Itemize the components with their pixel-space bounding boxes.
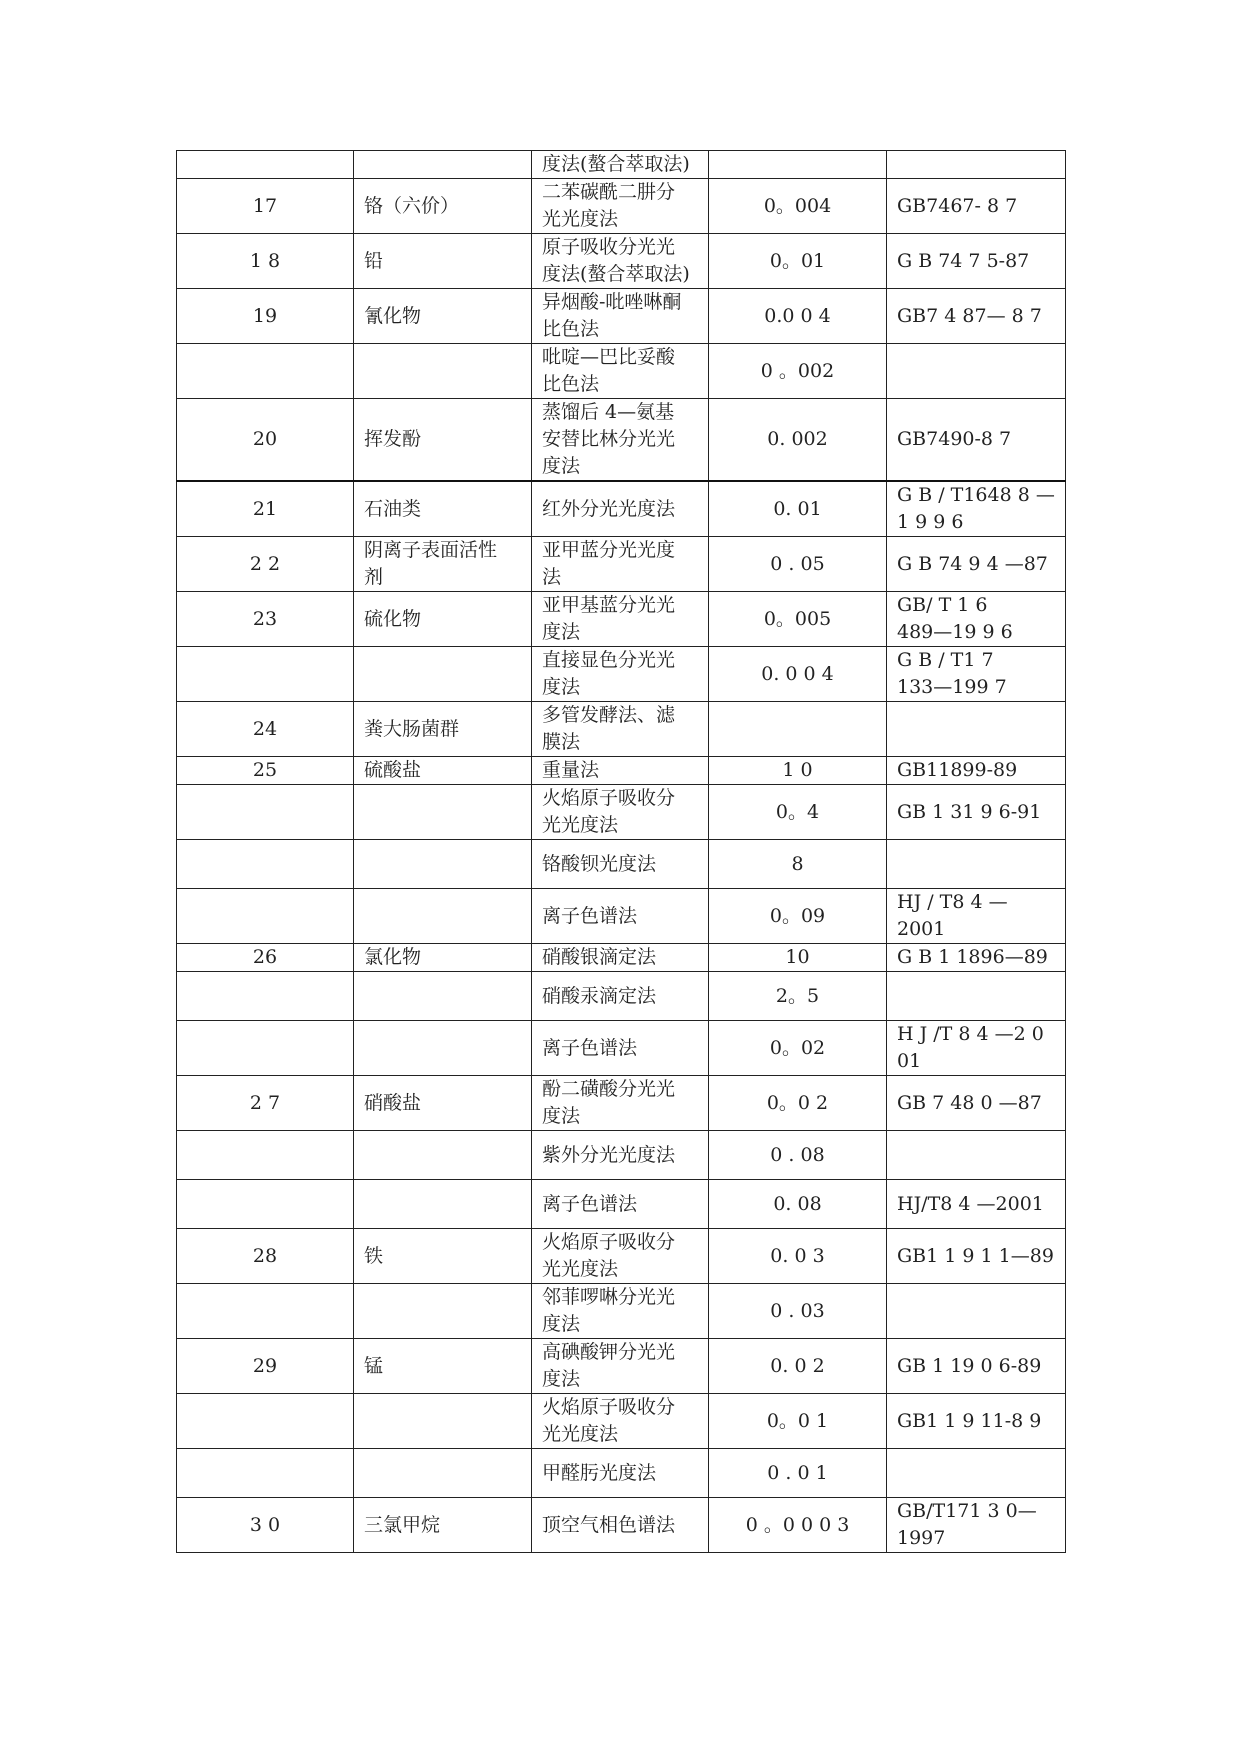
- analysis-method-cell: 直接显色分光光 度法: [532, 647, 709, 702]
- detection-limit-cell: 0。0 2: [709, 1076, 887, 1131]
- detection-limit-cell: 0. 0 3: [709, 1229, 887, 1284]
- row-number-cell: [177, 1449, 354, 1498]
- item-name-cell: 铁: [354, 1229, 532, 1284]
- item-name-cell: 石油类: [354, 481, 532, 537]
- detection-limit-cell: 0。01: [709, 234, 887, 289]
- detection-limit-cell: 8: [709, 840, 887, 889]
- analysis-method-cell: 原子吸收分光光 度法(螯合萃取法): [532, 234, 709, 289]
- detection-limit-cell: 0。4: [709, 785, 887, 840]
- item-name-cell: [354, 1180, 532, 1229]
- row-number-cell: [177, 785, 354, 840]
- table-row: [177, 1498, 1066, 1553]
- standard-code-cell: GB 7 48 0 —87: [887, 1076, 1066, 1131]
- analysis-method-cell: 甲醛肟光度法: [532, 1449, 709, 1498]
- table-row: [177, 537, 1066, 592]
- standard-code-cell: GB7 4 87— 8 7: [887, 289, 1066, 344]
- standard-code-cell: [887, 840, 1066, 889]
- table-row: [177, 289, 1066, 344]
- standard-code-cell: GB7467- 8 7: [887, 179, 1066, 234]
- row-number-cell: 2 2: [177, 537, 354, 592]
- item-name-cell: 硫化物: [354, 592, 532, 647]
- detection-limit-cell: 0. 01: [709, 481, 887, 537]
- table-row: [177, 1449, 1066, 1498]
- analysis-method-cell: 紫外分光光度法: [532, 1131, 709, 1180]
- standard-code-cell: [887, 1449, 1066, 1498]
- analysis-method-cell: 火焰原子吸收分 光光度法: [532, 1229, 709, 1284]
- item-name-cell: 三氯甲烷: [354, 1498, 532, 1553]
- analysis-method-cell: 酚二磺酸分光光 度法: [532, 1076, 709, 1131]
- table-row: [177, 889, 1066, 944]
- item-name-cell: [354, 1394, 532, 1449]
- table-row: [177, 840, 1066, 889]
- row-number-cell: [177, 151, 354, 179]
- analysis-method-cell: 吡啶—巴比妥酸 比色法: [532, 344, 709, 399]
- detection-limit-cell: [709, 151, 887, 179]
- item-name-cell: [354, 1284, 532, 1339]
- analysis-method-cell: 离子色谱法: [532, 1021, 709, 1076]
- detection-limit-cell: 0. 002: [709, 399, 887, 482]
- row-number-cell: [177, 840, 354, 889]
- table-row: [177, 785, 1066, 840]
- detection-limit-cell: 0. 08: [709, 1180, 887, 1229]
- standard-code-cell: GB 1 31 9 6-91: [887, 785, 1066, 840]
- detection-limit-cell: 2。5: [709, 972, 887, 1021]
- standard-code-cell: GB/T171 3 0— 1997: [887, 1498, 1066, 1553]
- detection-limit-cell: 0.0 0 4: [709, 289, 887, 344]
- item-name-cell: 硫酸盐: [354, 757, 532, 785]
- row-number-cell: [177, 1394, 354, 1449]
- row-number-cell: [177, 1131, 354, 1180]
- standard-code-cell: GB1 1 9 11-8 9: [887, 1394, 1066, 1449]
- row-number-cell: 19: [177, 289, 354, 344]
- analysis-method-cell: 多管发酵法、滤 膜法: [532, 702, 709, 757]
- detection-limit-cell: 0。005: [709, 592, 887, 647]
- row-number-cell: 1 8: [177, 234, 354, 289]
- standard-code-cell: [887, 1284, 1066, 1339]
- standard-code-cell: [887, 151, 1066, 179]
- analysis-method-cell: 火焰原子吸收分 光光度法: [532, 1394, 709, 1449]
- standard-code-cell: [887, 344, 1066, 399]
- row-number-cell: 26: [177, 944, 354, 972]
- standard-code-cell: GB11899-89: [887, 757, 1066, 785]
- table-row: [177, 481, 1066, 537]
- row-number-cell: 29: [177, 1339, 354, 1394]
- item-name-cell: [354, 785, 532, 840]
- standard-code-cell: G B 74 9 4 —87: [887, 537, 1066, 592]
- detection-limit-cell: 0. 0 0 4: [709, 647, 887, 702]
- analysis-method-cell: 异烟酸-吡唑啉酮 比色法: [532, 289, 709, 344]
- row-number-cell: 21: [177, 481, 354, 537]
- detection-limit-cell: 0。09: [709, 889, 887, 944]
- table-row: [177, 592, 1066, 647]
- row-number-cell: 17: [177, 179, 354, 234]
- analysis-method-cell: 铬酸钡光度法: [532, 840, 709, 889]
- standard-code-cell: G B / T1 7 133—199 7: [887, 647, 1066, 702]
- analysis-method-cell: 二苯碳酰二肼分 光光度法: [532, 179, 709, 234]
- analysis-method-cell: 离子色谱法: [532, 1180, 709, 1229]
- analysis-method-cell: 硝酸银滴定法: [532, 944, 709, 972]
- table-row: [177, 1076, 1066, 1131]
- item-name-cell: 锰: [354, 1339, 532, 1394]
- standard-code-cell: [887, 702, 1066, 757]
- table-row: [177, 944, 1066, 972]
- analysis-method-cell: 邻菲啰啉分光光 度法: [532, 1284, 709, 1339]
- table-row: [177, 1284, 1066, 1339]
- table-row: [177, 1180, 1066, 1229]
- table-row: [177, 1131, 1066, 1180]
- table-row: [177, 647, 1066, 702]
- row-number-cell: 3 0: [177, 1498, 354, 1553]
- row-number-cell: [177, 1284, 354, 1339]
- item-name-cell: [354, 151, 532, 179]
- standard-code-cell: GB 1 19 0 6-89: [887, 1339, 1066, 1394]
- row-number-cell: [177, 1021, 354, 1076]
- detection-limit-cell: 10: [709, 944, 887, 972]
- standard-code-cell: HJ / T8 4 —2001: [887, 889, 1066, 944]
- item-name-cell: 挥发酚: [354, 399, 532, 482]
- analysis-method-cell: 蒸馏后 4—氨基 安替比林分光光 度法: [532, 399, 709, 482]
- item-name-cell: [354, 1131, 532, 1180]
- methods-table: [176, 150, 1066, 1553]
- table-row: [177, 234, 1066, 289]
- table-row: [177, 179, 1066, 234]
- detection-limit-cell: 1 0: [709, 757, 887, 785]
- row-number-cell: [177, 1180, 354, 1229]
- detection-limit-cell: 0 . 08: [709, 1131, 887, 1180]
- detection-limit-cell: 0 . 03: [709, 1284, 887, 1339]
- analysis-method-cell: 亚甲蓝分光光度 法: [532, 537, 709, 592]
- detection-limit-cell: 0 . 05: [709, 537, 887, 592]
- row-number-cell: 20: [177, 399, 354, 482]
- item-name-cell: [354, 344, 532, 399]
- standard-code-cell: [887, 972, 1066, 1021]
- table-body: [177, 151, 1066, 1553]
- item-name-cell: 铅: [354, 234, 532, 289]
- item-name-cell: [354, 1021, 532, 1076]
- detection-limit-cell: 0 。002: [709, 344, 887, 399]
- row-number-cell: 25: [177, 757, 354, 785]
- item-name-cell: [354, 840, 532, 889]
- analysis-method-cell: 红外分光光度法: [532, 481, 709, 537]
- standard-code-cell: H J /T 8 4 —2 0 01: [887, 1021, 1066, 1076]
- table-row: [177, 1229, 1066, 1284]
- item-name-cell: [354, 1449, 532, 1498]
- detection-limit-cell: 0。0 1: [709, 1394, 887, 1449]
- detection-limit-cell: 0. 0 2: [709, 1339, 887, 1394]
- standard-code-cell: G B 74 7 5-87: [887, 234, 1066, 289]
- row-number-cell: 28: [177, 1229, 354, 1284]
- analysis-method-cell: 度法(螯合萃取法): [532, 151, 709, 179]
- item-name-cell: 硝酸盐: [354, 1076, 532, 1131]
- detection-limit-cell: 0 . 0 1: [709, 1449, 887, 1498]
- item-name-cell: 阴离子表面活性 剂: [354, 537, 532, 592]
- row-number-cell: [177, 972, 354, 1021]
- detection-limit-cell: [709, 702, 887, 757]
- standard-code-cell: G B 1 1896—89: [887, 944, 1066, 972]
- item-name-cell: 铬（六价）: [354, 179, 532, 234]
- row-number-cell: [177, 344, 354, 399]
- analysis-method-cell: 硝酸汞滴定法: [532, 972, 709, 1021]
- detection-limit-cell: 0。004: [709, 179, 887, 234]
- item-name-cell: [354, 889, 532, 944]
- standard-code-cell: GB1 1 9 1 1—89: [887, 1229, 1066, 1284]
- table-row: [177, 1021, 1066, 1076]
- table-row: [177, 972, 1066, 1021]
- item-name-cell: 氰化物: [354, 289, 532, 344]
- detection-limit-cell: 0 。0 0 0 3: [709, 1498, 887, 1553]
- analysis-method-cell: 高碘酸钾分光光 度法: [532, 1339, 709, 1394]
- item-name-cell: [354, 647, 532, 702]
- item-name-cell: 氯化物: [354, 944, 532, 972]
- table-row: [177, 1394, 1066, 1449]
- table-row: [177, 399, 1066, 482]
- standard-code-cell: [887, 1131, 1066, 1180]
- standard-code-cell: HJ/T8 4 —2001: [887, 1180, 1066, 1229]
- row-number-cell: 2 7: [177, 1076, 354, 1131]
- table-row: [177, 151, 1066, 179]
- row-number-cell: 23: [177, 592, 354, 647]
- table-row: [177, 702, 1066, 757]
- standard-code-cell: G B / T1648 8 — 1 9 9 6: [887, 481, 1066, 537]
- item-name-cell: 粪大肠菌群: [354, 702, 532, 757]
- analysis-method-cell: 顶空气相色谱法: [532, 1498, 709, 1553]
- row-number-cell: [177, 889, 354, 944]
- row-number-cell: [177, 647, 354, 702]
- analysis-method-cell: 离子色谱法: [532, 889, 709, 944]
- standard-code-cell: GB/ T 1 6 489—19 9 6: [887, 592, 1066, 647]
- table-row: [177, 757, 1066, 785]
- analysis-method-cell: 亚甲基蓝分光光 度法: [532, 592, 709, 647]
- row-number-cell: 24: [177, 702, 354, 757]
- analysis-method-cell: 火焰原子吸收分 光光度法: [532, 785, 709, 840]
- standard-code-cell: GB7490-8 7: [887, 399, 1066, 482]
- table-row: [177, 1339, 1066, 1394]
- table-row: [177, 344, 1066, 399]
- detection-limit-cell: 0。02: [709, 1021, 887, 1076]
- item-name-cell: [354, 972, 532, 1021]
- analysis-method-cell: 重量法: [532, 757, 709, 785]
